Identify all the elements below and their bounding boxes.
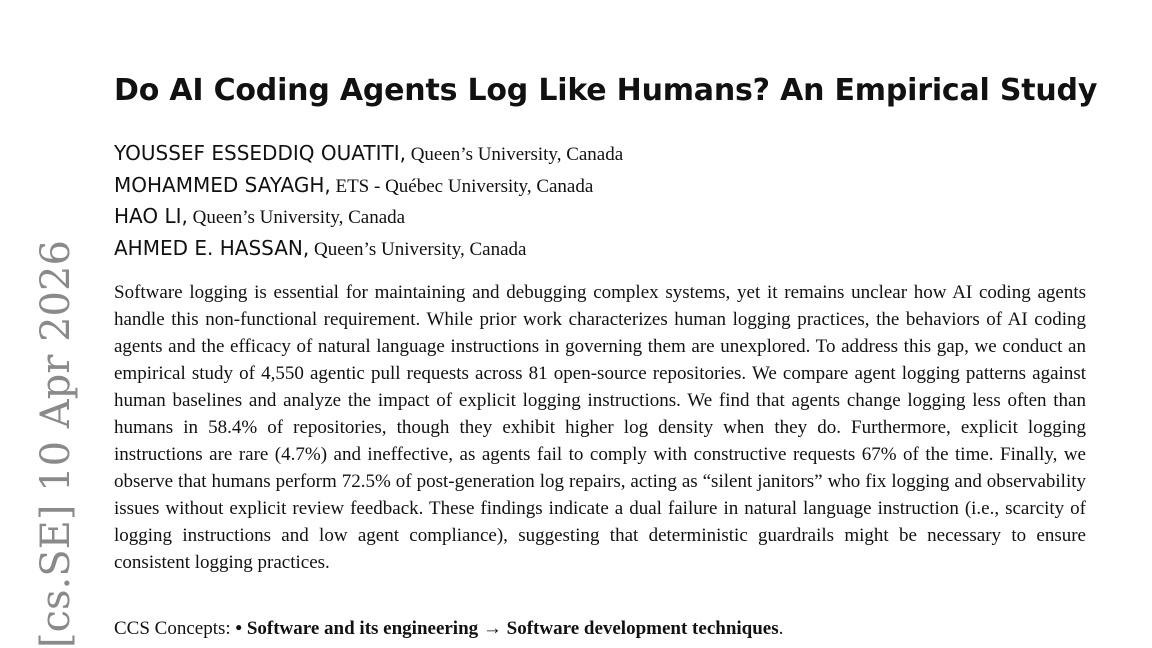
ccs-bullet: • <box>235 618 247 639</box>
author-entry <box>114 201 1094 233</box>
author-list <box>114 138 1094 264</box>
ccs-concept: Software and its engineering <box>246 618 479 639</box>
ccs-concepts <box>114 615 1086 642</box>
ccs-label: CCS Concepts: <box>114 618 236 639</box>
ccs-end: . <box>778 618 784 639</box>
paper-title: Do AI Coding Agents Log Like Humans? An Empirical Study <box>114 73 1098 108</box>
author-affiliation: ETS - Québec University, Canada <box>330 175 594 197</box>
author-affiliation: Queen’s University, Canada <box>187 207 406 228</box>
ccs-arrow: → <box>478 618 507 639</box>
abstract-text: Software logging is essential for maintaining and debugging complex systems, yet it remains unclear how AI coding agents handle this non-functional requirement. While prior work characterizes human logging practices, the behaviors of AI coding agents and the efficacy of natural language instructions in governing them are unexplored. To address this gap, we conduct an empirical study of 4,550 agentic pull requests across 81 open-source repositories. We compare agent logging patterns against human baselines and analyze the impact of explicit logging instructions. We find that agents change logging less often than humans in 58.4% of repositories, though they exhibit higher log density when they do. Furthermore, explicit logging instructions are rare (4.7%) and ineffective, as agents fail to comply with constructive requests 67% of the time. Finally, we observe that humans perform 72.5% of post-generation log repairs, acting as “silent janitors” who fix logging and observability issues without explicit review feedback. These findings indicate a dual failure in natural language instruction (i.e., scarcity of logging instructions and low agent compliance), suggesting that deterministic guardrails might be necessary to ensure consistent logging practices. <box>114 282 1086 573</box>
ccs-subconcept: Software development techniques <box>506 618 779 639</box>
author-entry <box>114 233 1094 265</box>
author-affiliation: Queen’s University, Canada <box>405 144 624 165</box>
author-name: AHMED E. HASSAN, <box>114 235 310 260</box>
author-name: YOUSSEF ESSEDDIQ OUATITI, <box>114 141 406 165</box>
author-entry <box>114 138 1094 170</box>
author-affiliation: Queen’s University, Canada <box>309 238 527 260</box>
arxiv-identifier-stamp: [cs.SE] 10 Apr 2026 <box>33 240 79 648</box>
author-entry <box>114 170 1094 202</box>
author-name: MOHAMMED SAYAGH, <box>114 172 331 197</box>
author-name: HAO LI, <box>114 204 188 228</box>
